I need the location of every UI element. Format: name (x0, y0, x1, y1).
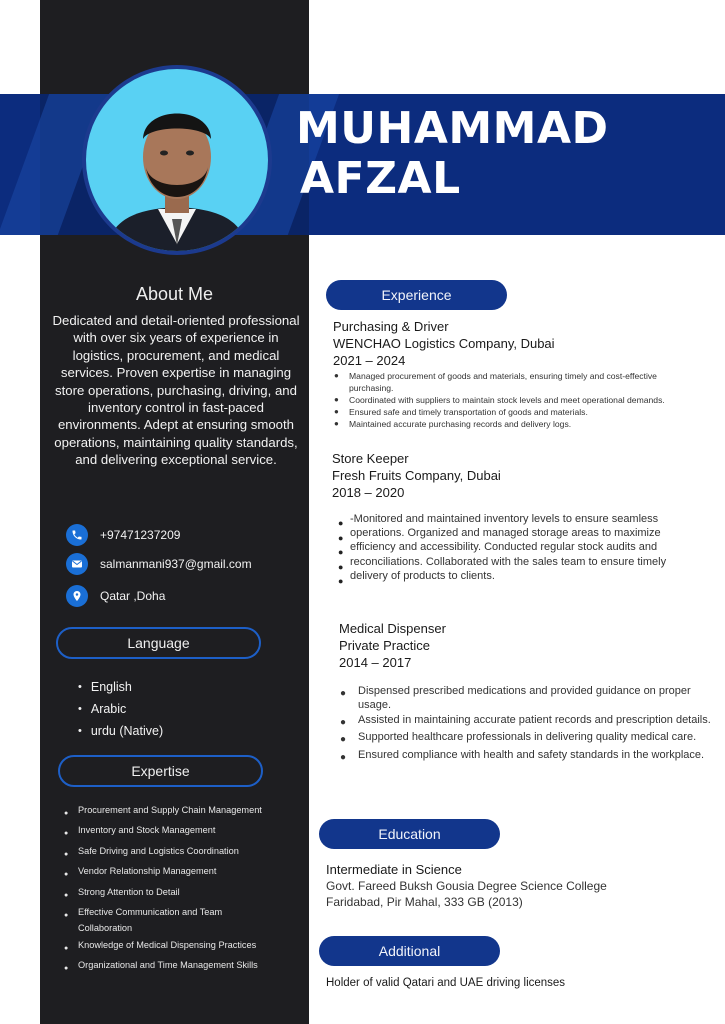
expertise-item: Safe Driving and Logistics Coordination (78, 845, 239, 856)
list-item: ● Coordinated with suppliers to maintain stock levels and meet operational demands. (334, 395, 665, 405)
job-title: Store Keeper (332, 451, 409, 466)
education-location: Faridabad, Pir Mahal, 333 GB (2013) (326, 895, 523, 909)
list-item: ● Ensured safe and timely transportation of goods and materials. (334, 407, 588, 417)
list-item: ● Knowledge of Medical Dispensing Practices (64, 937, 274, 957)
job-bullet: Supported healthcare professionals in delivering quality medical care. (358, 731, 697, 744)
job-bullet: Coordinated with suppliers to maintain stock levels and meet operational demands. (349, 395, 665, 405)
job-bullet: Dispensed prescribed medications and provided guidance on proper usage. (358, 685, 691, 712)
list-item: ● Strong Attention to Detail (64, 884, 274, 904)
job-bullet: Managed procurement of goods and materials, ensuring timely and cost-effective purchasing. (349, 371, 657, 393)
job-title: Medical Dispenser (339, 621, 446, 636)
expertise-item: Organizational and Time Management Skills (78, 960, 258, 971)
expertise-item: Effective Communication and Team Collaboration (78, 907, 223, 934)
expertise-item: Vendor Relationship Management (78, 866, 217, 877)
job-dates: 2018 – 2020 (332, 485, 405, 500)
list-item: ● Maintained accurate purchasing records and delivery logs. (334, 419, 572, 429)
language-item: • urdu (Native) (78, 720, 163, 742)
education-heading: Education (319, 819, 500, 849)
about-heading: About Me (135, 284, 214, 304)
person-silhouette-icon (86, 69, 268, 251)
list-item: ● Effective Communication and Team Collaboration (64, 904, 274, 937)
education-school: Govt. Fareed Buksh Gousia Degree Science College (326, 879, 607, 893)
list-item: ● Managed procurement of goods and materials, ensuring timely and cost-effective purchasing. (334, 370, 694, 394)
contact-location (66, 585, 165, 607)
job-entry (339, 620, 446, 671)
list-item: ● Supported healthcare professionals in delivering quality medical care. (340, 730, 715, 747)
education-entry (326, 862, 607, 910)
list-item: ● Ensured compliance with health and safety standards in the workplace. (340, 748, 715, 765)
contact-phone[interactable] (66, 524, 180, 546)
job-dates: 2021 – 2024 (333, 353, 406, 368)
expertise-heading: Expertise (58, 755, 263, 787)
language-item: • English (78, 676, 163, 698)
phone-icon (66, 524, 88, 546)
additional-heading: Additional (319, 936, 500, 966)
additional-text: Holder of valid Qatari and UAE driving licenses (326, 977, 566, 989)
location-text: Qatar ,Doha (100, 589, 166, 603)
job-bullets (334, 370, 694, 430)
list-item: ● Inventory and Stock Management (64, 822, 274, 842)
list-item: ● Organizational and Time Management Skills (64, 957, 274, 977)
job-title: Purchasing & Driver (333, 319, 449, 334)
list-item: ● Dispensed prescribed medications and provided guidance on proper usage. (340, 684, 715, 713)
expertise-item: Strong Attention to Detail (78, 886, 180, 897)
email-text: salmanmani937@gmail.com (100, 557, 252, 571)
education-degree: Intermediate in Science (326, 862, 462, 877)
expertise-item: Inventory and Stock Management (78, 825, 216, 836)
contact-email[interactable] (66, 553, 252, 575)
job-entry (333, 318, 555, 369)
name-line-2: AFZAL (300, 153, 461, 204)
name-line-1: MUHAMMAD (296, 103, 609, 154)
job-bullet-dots: ● ● ● ● ● (338, 518, 344, 587)
job-paragraph: -Monitored and maintained inventory levels to ensure seamless operations. Organized and managed storage areas to maximize efficiency and accessibility. Conducted regular stock audits and reconciliations. Collaborated with the sales team to ensure timely delivery of products to clients. (350, 513, 667, 582)
job-bullet: Assisted in maintaining accurate patient records and prescription details. (358, 713, 711, 726)
language-heading: Language (56, 627, 261, 659)
profile-photo (82, 65, 272, 255)
language-item: • Arabic (78, 698, 163, 720)
job-company: WENCHAO Logistics Company, Dubai (333, 336, 555, 351)
job-dates: 2014 – 2017 (339, 655, 412, 670)
job-bullets (340, 684, 715, 765)
phone-text: +97471237209 (100, 528, 181, 542)
expertise-item: Procurement and Supply Chain Management (78, 805, 262, 815)
list-item: ● Vendor Relationship Management (64, 863, 274, 883)
list-item: ● Procurement and Supply Chain Management (64, 802, 274, 822)
job-bullet: Ensured compliance with health and safety standards in the workplace. (358, 748, 705, 761)
job-company: Private Practice (339, 638, 431, 653)
expertise-item: Knowledge of Medical Dispensing Practices (78, 939, 257, 950)
job-bullet: Ensured safe and timely transportation of goods and materials. (349, 407, 588, 417)
expertise-list (64, 802, 274, 978)
list-item: ● Safe Driving and Logistics Coordination (64, 843, 274, 863)
full-name (296, 104, 609, 204)
job-company: Fresh Fruits Company, Dubai (332, 468, 501, 483)
profile-photo-inner (86, 69, 268, 251)
experience-heading: Experience (326, 280, 507, 310)
language-list (78, 676, 163, 742)
list-item: ● Assisted in maintaining accurate patient records and prescription details. (340, 713, 715, 730)
location-pin-icon (66, 585, 88, 607)
email-icon (66, 553, 88, 575)
job-bullet: Maintained accurate purchasing records and delivery logs. (349, 419, 572, 429)
job-entry (332, 450, 501, 501)
about-text: Dedicated and detail-oriented professional with over six years of experience in logistics, procurement, and medical services. Proven expertise in managing store operations, purchasing, driving, and inventory control in fast-paced environments. Adept at ensuring smooth operations, maintaining quality standards, and delivering exceptional service. (52, 313, 300, 468)
